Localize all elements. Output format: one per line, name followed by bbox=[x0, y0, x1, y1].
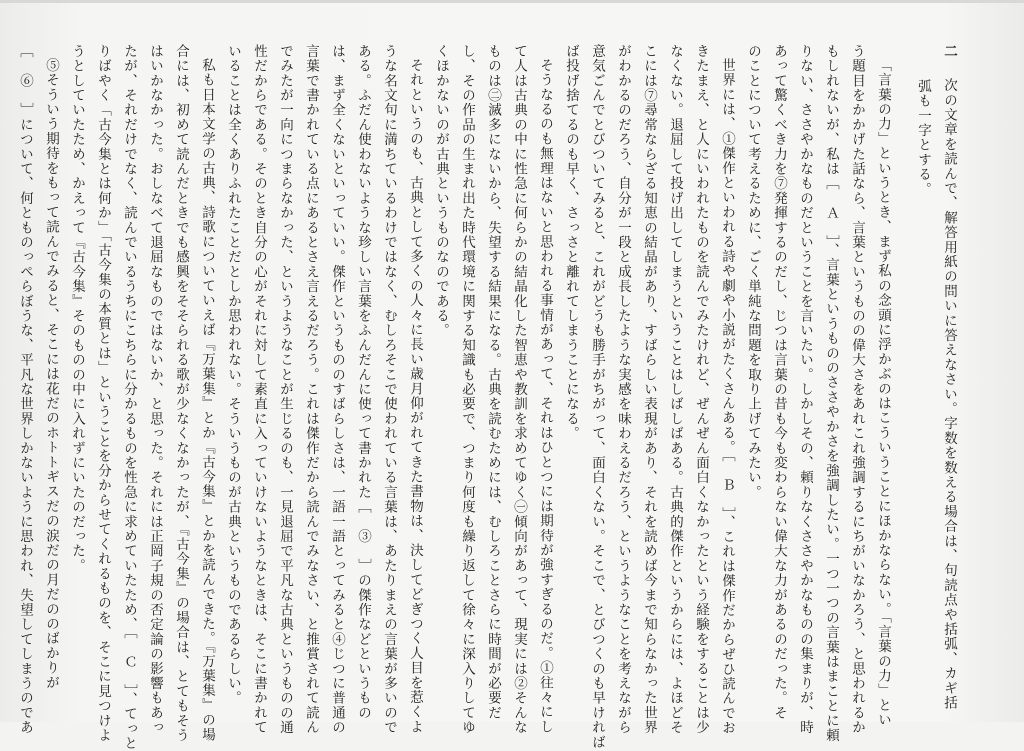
body-line: ⑤そういう期待をもって読んでみると、そこには花だのホトトギスだの涙だの月だののばかりが bbox=[43, 57, 59, 690]
body-line: がわかるのだろう、自分が一段と成長したような実感を味わえるだろう、というようなことを考えながら bbox=[615, 44, 631, 735]
body-line: うとしていたため、かえって『古今集』そのものの中に入れずにいたのだった。 bbox=[69, 44, 85, 574]
body-line: いることは全くありふれたことだとしか思われない。そういうものが古典というものであるらしい。 bbox=[225, 44, 241, 706]
body-line: ものは㊁滅多にないから、失望する結果になる。古典を読むためには、むしろことさらに時間が必要だ bbox=[485, 44, 501, 721]
body-line: し、その作品の生まれ出た時代環境に関する知識も必要で、つまり何度も繰り返して徐々に深入りしてゆ bbox=[459, 44, 475, 735]
body-line: うな名文句に満ちているわけではなく、むしろそこで使われている言葉は、あたりまえの言葉が多いので bbox=[381, 44, 397, 735]
instruction-text-2: 弧も一字とする。 bbox=[915, 79, 931, 197]
body-line: 私も日本文学の古典、詩歌についていえば『万葉集』とか『古今集』とかを読んできた。『万葉集』の場 bbox=[199, 57, 215, 742]
body-line: 意気ごんでとびついてみると、これがどうも勝手がちがって、面白くない。そこで、とびつくのも早ければ bbox=[589, 44, 605, 750]
body-line: そうなるのも無理はないと思われる事情があって、それはひとつには期待が強すぎるのだ。①往々にし bbox=[537, 57, 553, 734]
body-line: こには⑦尋常ならざる知恵の結晶があり、すばらしい表現があり、それを読めば今まで知らなかった世界 bbox=[641, 44, 657, 735]
instruction-line-1 bbox=[936, 44, 962, 711]
body-line: う題目をかかげた話なら、言葉というものの偉大さをあれこれ強調するにちがいなかろう、と思われるか bbox=[849, 44, 865, 735]
body-line: はいかなかった。おしなべて退屈なものではないか、と思った。それには正岡子規の否定論の影響もあっ bbox=[147, 44, 163, 735]
body-line: て人は古典の中に性急に何らかの結晶化した智恵や教訓を求めてゆく㊀傾向があって、現実には②そんな bbox=[511, 44, 527, 735]
body-line: りない、ささやかなものだということを言いたい。しかしその、頼りなくささやかなものの集まりが、時 bbox=[797, 44, 813, 735]
body-line: ［ ⑥ ］について、何とものっぺらぼうな、平凡な世界しかないように思われ、失望してしまうのであ bbox=[17, 44, 33, 735]
body-line: 性だからである。そのとき自分の心がそれに対して素直に入っていけないようなときは、そこに書かれて bbox=[251, 44, 267, 735]
body-line: でみたが一向につまらなかった、というようなことが生じるのも、一見退屈で平凡な古典というものの通 bbox=[277, 44, 293, 735]
instruction-line-2 bbox=[910, 44, 936, 704]
body-line: のことについて考えるために、ごく単純な問題を取り上げてみたい。 bbox=[745, 44, 761, 500]
body-line: 世界には、①傑作といわれる詩や劇や小説がたくさんある。［ Ｂ ］、これは傑作だからぜひ読んでお bbox=[719, 57, 735, 735]
body-line: たが、それだけでなく、読んでいるうちにこちらに分かるものを性急に求めていたため、［ Ｃ ］、てっと bbox=[121, 44, 137, 751]
body-line: なくない。退屈して投げ出してしまうということはしばしばある。古典的傑作というからには、よほどそ bbox=[667, 44, 683, 735]
instruction-text-1: 次の文章を読んで、解答用紙の問いに答えなさい。字数を数える場合は、句読点や括弧、カギ括 bbox=[941, 78, 957, 711]
body-line: 言葉で書かれている点にあるとさえ言えるだろう。これは傑作だから読んでみなさい、と推賞されて読ん bbox=[303, 44, 319, 735]
body-line: は、まず全くないといっていい。傑作というもののすばらしさは、一語一語とってみると④じつに普通の bbox=[329, 44, 345, 735]
question-number: 二 bbox=[941, 44, 957, 59]
body-line: 合には、初めて読んだときでも感興をそそられる歌が少なくなかったが、『古今集』の場合は、とてもそう bbox=[173, 44, 189, 743]
page-edge bbox=[0, 0, 1024, 3]
body-line: ある。ふだん使わないような珍しい言葉をふんだんに使って書かれた［ ③ ］の傑作などというもの bbox=[355, 44, 371, 721]
body-line: くほかないのが古典というものなのである。 bbox=[433, 44, 449, 338]
body-line: 「言葉の力」というとき、まず私の念頭に浮かぶのはこういうことにほかならない。「言葉の力」とい bbox=[875, 57, 891, 727]
body-line: もしれないが、私は［ Ａ ］、言葉というもののささやかさを強調したい。一つ一つの言葉はまことに頼 bbox=[823, 44, 839, 743]
question-two-passage bbox=[17, 44, 962, 751]
body-line: あって驚くべき力を⑦発揮するのだし、じつは言葉の昔も今も変わらない偉大な力があるのだった。そ bbox=[771, 44, 787, 721]
body-line: それというのも、古典として多くの人々に長い歳月仰がれてきた書物は、決してどぎつく人目を惹くよ bbox=[407, 57, 423, 734]
body-line: りばやく「古今集とは何か」「古今集の本質とは」ということを分からせてくれるものを、そこに見つけよ bbox=[95, 44, 111, 743]
body-line: ば投げ捨てるのも早く、さっさと離れてしまうことになる。 bbox=[563, 44, 579, 441]
body-line: きたまえ、と人にいわれたものを読んでみたけれど、ぜんぜん面白くなかったという経験をすることは少 bbox=[693, 44, 709, 735]
